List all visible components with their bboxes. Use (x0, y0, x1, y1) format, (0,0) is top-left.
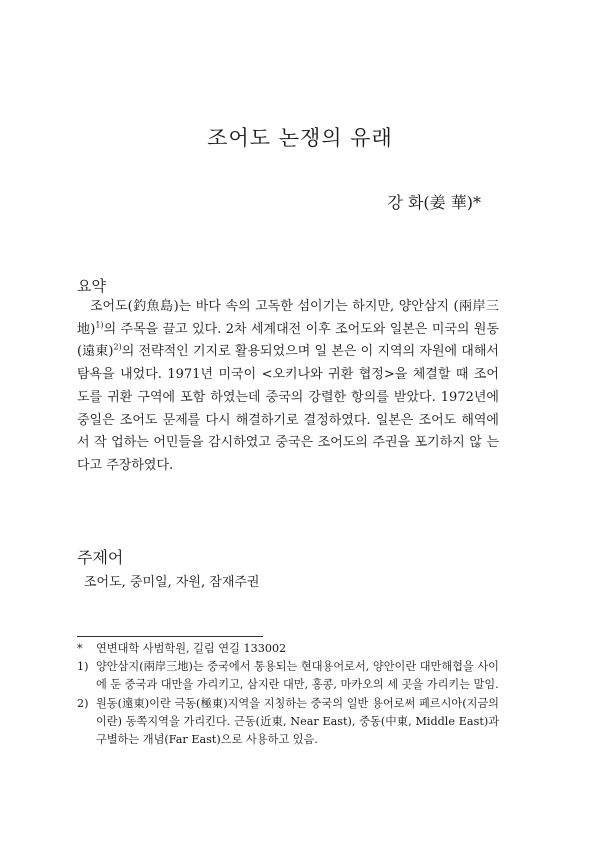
abstract-line: 는다고 주장하였다. (77, 435, 499, 473)
footnote-mark: * (77, 642, 83, 655)
abstract-line: 일본은 미국의 원동(遠東) (77, 321, 500, 360)
footnote-text: 양안삼지(兩岸三地)는 중국에서 통용되는 현대용어로서, 양안이란 대만해협을 사이에 둔 중국과 대만을 가리키고, 삼지란 대만, 홍콩, 마카오의 세 곳을 가리키는 말임. (96, 660, 499, 692)
footnote-mark: 2) (77, 696, 89, 710)
footnote-mark: 1) (77, 660, 89, 674)
footnote-item (77, 695, 499, 750)
abstract-line: 조어도(釣魚島)는 바다 속의 고독한 섬이기는 하지만, 양안삼지 (90, 299, 449, 314)
keywords-heading: 주제어 (77, 548, 124, 567)
abstract-line: 의 주목을 끌고 있다. 2차 세계대전 이후 조어도와 (103, 321, 386, 337)
abstract-line: (兩岸三地) (77, 299, 499, 337)
footnote-divider (77, 636, 263, 637)
abstract-line: 의 전략적인 기지로 활용되었으며 일 (121, 344, 328, 360)
footnote-ref[interactable]: 1) (95, 320, 104, 330)
abstract-body (77, 296, 499, 478)
footnote-text: 원동(遠東)이란 극동(極東)지역을 지칭하는 중국의 일반 용어로써 페르시아(지금의 이란) 동쪽지역을 가리킨다. 근동(近東, Near East), 중동(中東, Middle East)과 구별하는 개념(Far East)으로 사용하고 있음. (96, 696, 499, 747)
abstract-line: <오키나와 귀환 협정>을 체결할 때 조어도를 귀환 구역에 포함 (77, 367, 499, 405)
author-name: 강 화(姜 華)* (387, 193, 481, 212)
footnote-item (77, 640, 499, 658)
footnote-text: 연변대학 사범학원, 길림 연길 133002 (96, 642, 287, 655)
keywords-list: 조어도, 중미일, 자원, 잠재주권 (84, 575, 260, 590)
abstract-line: 문제를 다시 해결하기로 결정하였다. 일본은 조어도 해역에서 작 (77, 412, 499, 451)
footnote-item (77, 658, 499, 694)
footnote-ref[interactable]: 2) (113, 343, 122, 353)
paper-title: 조어도 논쟁의 유래 (207, 126, 393, 150)
abstract-line: 하였는데 중국의 강렬한 항의를 받았다. 1972년에 중일은 조어도 (77, 389, 499, 428)
abstract-line: 본은 이 지역의 자원에 대해서 탐욕을 내었다. 1971년 미국이 (77, 344, 499, 383)
abstract-heading: 요약 (77, 277, 106, 295)
abstract-line: 업하는 어민들을 감시하였고 중국은 조어도의 주권을 포기하지 않 (111, 435, 482, 451)
footnotes (77, 640, 499, 749)
